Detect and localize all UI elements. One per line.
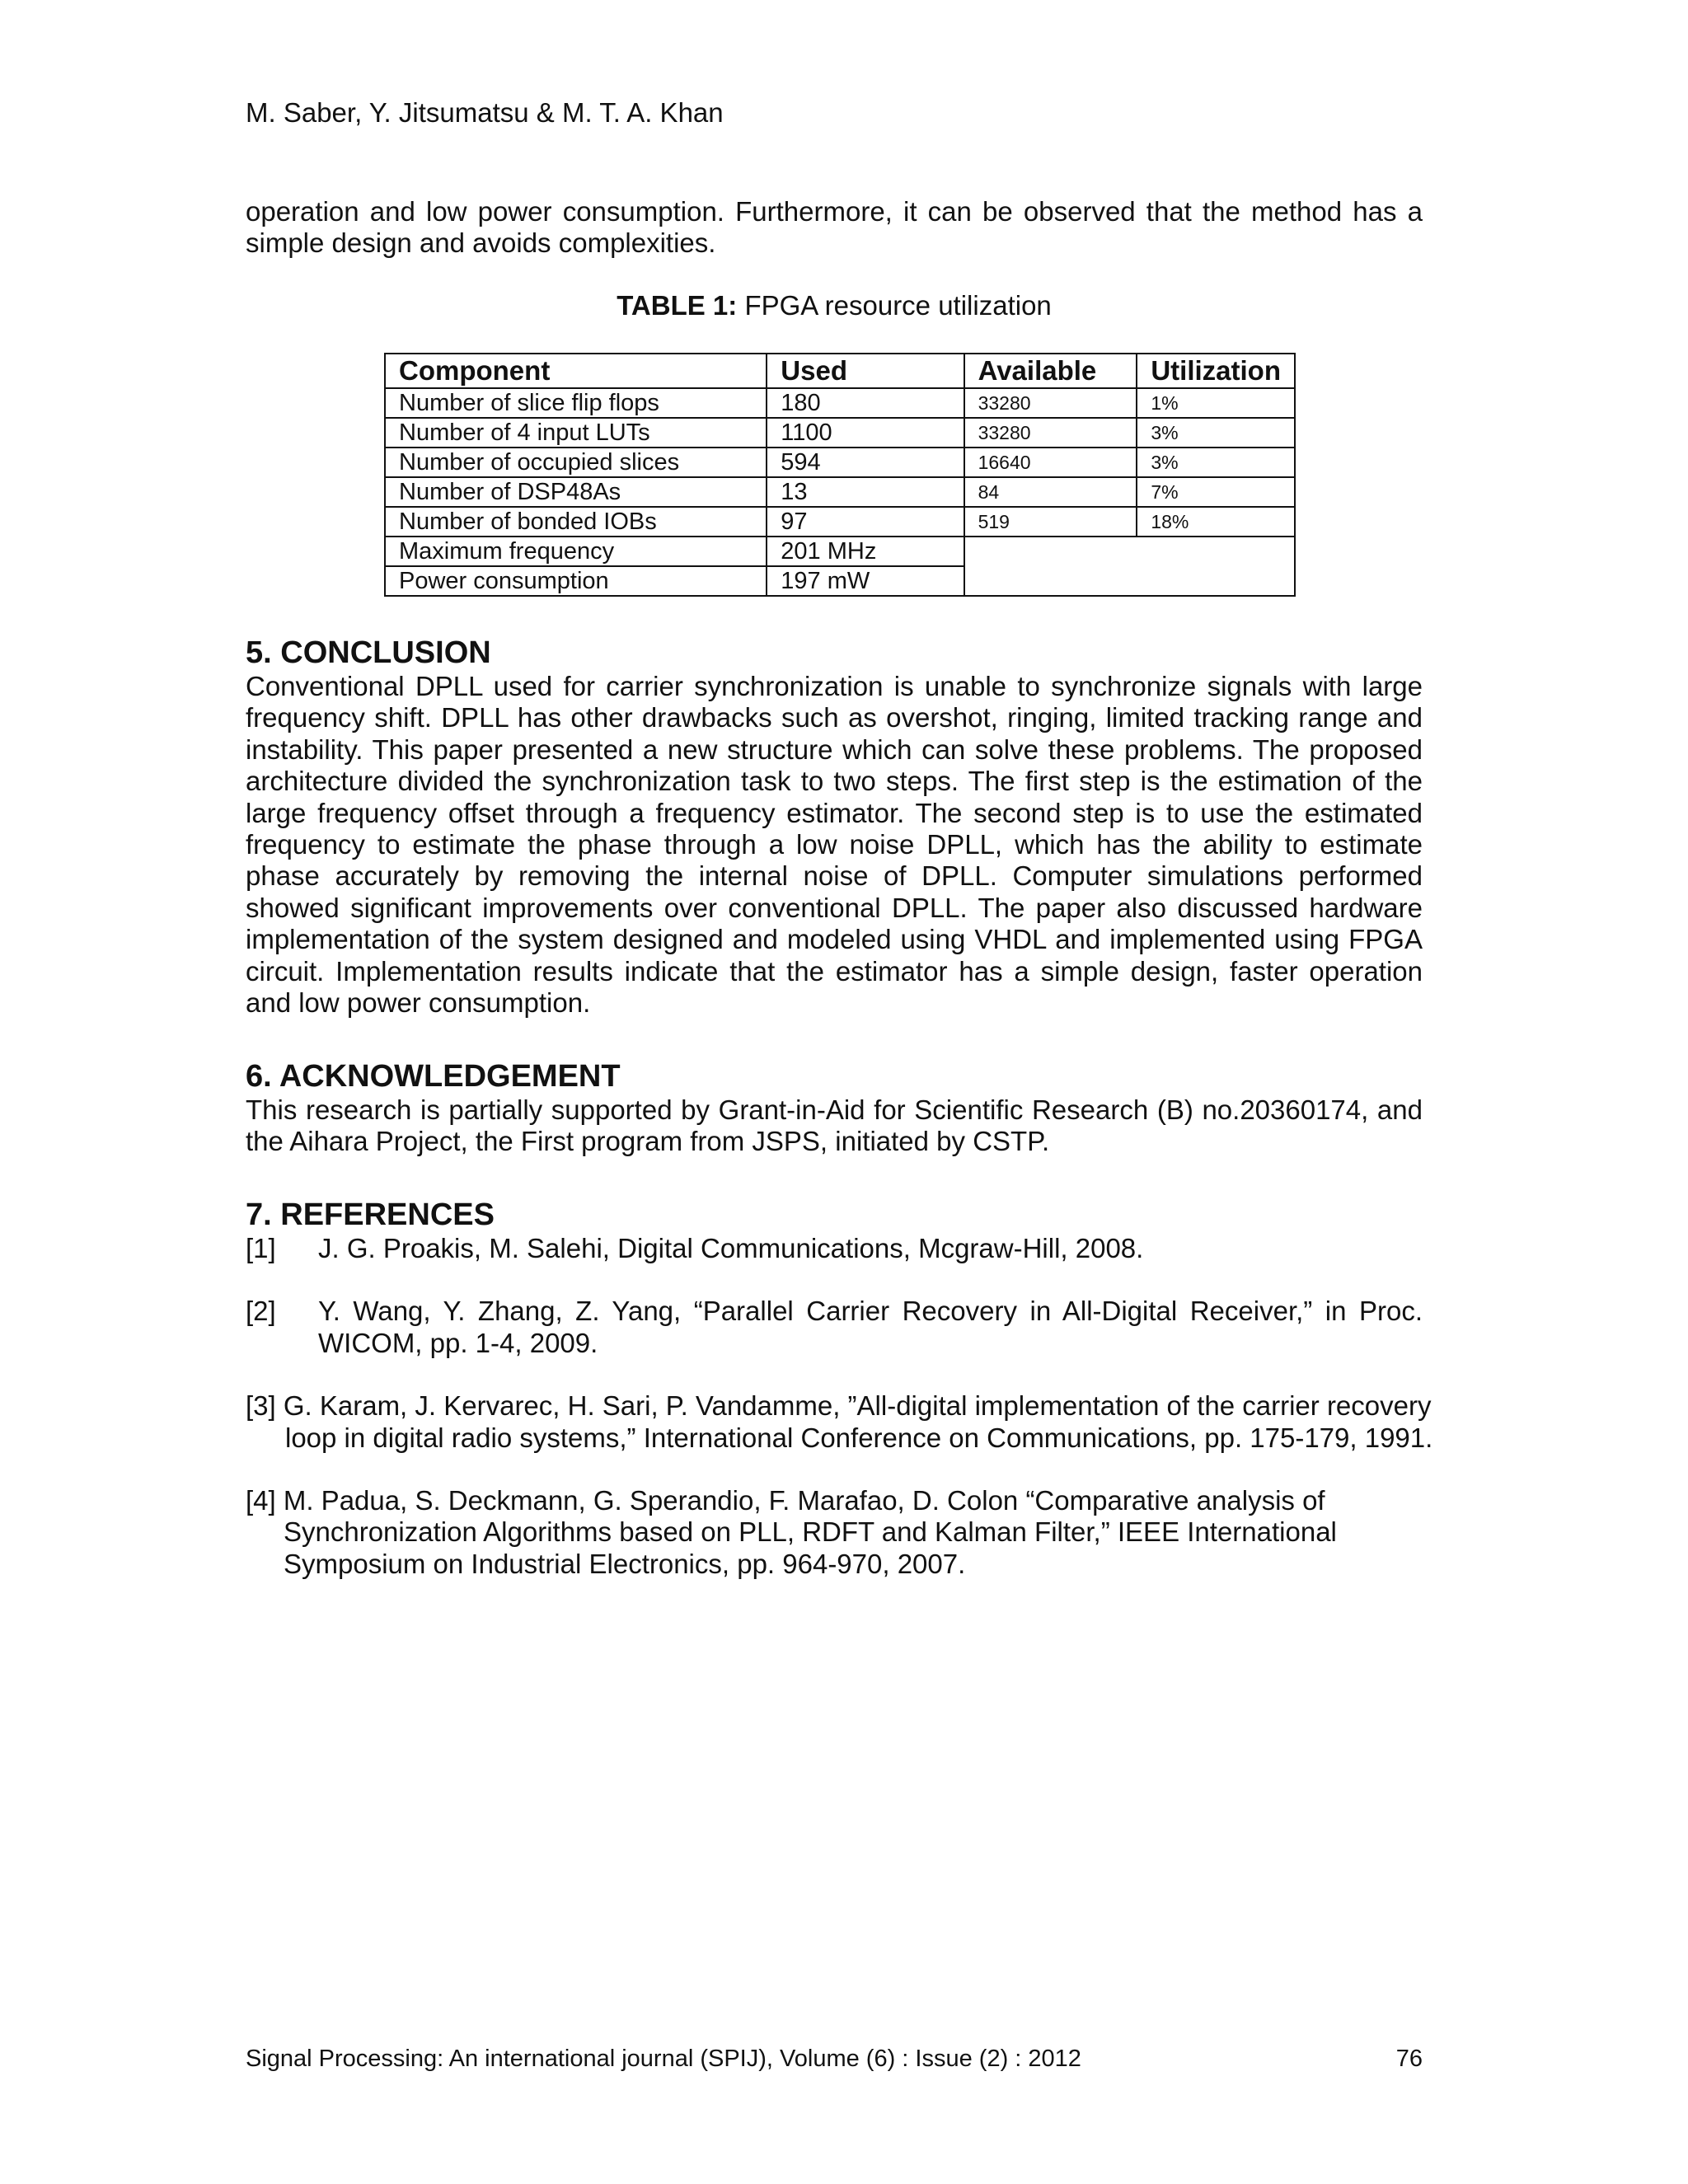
table-cell: Number of slice flip flops [385, 388, 767, 418]
footer-journal: Signal Processing: An international journal (SPIJ), Volume (6) : Issue (2) : 2012 [246, 2046, 1081, 2072]
running-head: M. Saber, Y. Jitsumatsu & M. T. A. Khan [246, 97, 724, 128]
table-caption-text: FPGA resource utilization [737, 290, 1052, 321]
reference-text: Y. Wang, Y. Zhang, Z. Yang, “Parallel Carrier Recovery in All-Digital Receiver,” in Proc. WICOM, pp. 1-4, 2009. [318, 1296, 1423, 1358]
reference-item: [4] M. Padua, S. Deckmann, G. Sperandio, F. Marafao, D. Colon “Comparative analysis of Synchronization Algorithms based on PLL, RDFT and Kalman Filter,” IEEE International Symposium on Industrial Electronics, pp. 964-970, 2007. [246, 1485, 1337, 1579]
section-body: Conventional DPLL used for carrier synchronization is unable to synchronize signals with large frequency shift. DPLL has other drawbacks such as overshot, ringing, limited tracking range and instability. This paper presented a new structure which can solve these problems. The proposed architecture divided the synchronization task to two steps. The first step is the estimation of the large frequency offset through a frequency estimator. The second step is to use the estimated frequency to estimate the phase through a low noise DPLL, which has the ability to estimate phase accurately by removing the internal noise of DPLL. Computer simulations performed showed significant improvements over conventional DPLL. The paper also discussed hardware implementation of the system designed and modeled using VHDL and implemented using FPGA circuit. Implementation results indicate that the estimator has a simple design, faster operation and low power consumption. [246, 671, 1423, 1019]
table-row [385, 388, 1295, 418]
table-cell: Power consumption [385, 566, 767, 596]
page-number: 76 [1395, 2046, 1423, 2072]
table-cell: 1% [1137, 388, 1295, 418]
table-caption-label: TABLE 1: [617, 290, 738, 321]
section-conclusion [246, 635, 1423, 1019]
table-cell: 97 [767, 507, 964, 537]
reference-item: [3] G. Karam, J. Kervarec, H. Sari, P. Vandamme, ”All-digital implementation of the carrier recovery loop in digital radio systems,” International Conference on Communications, pp. 175-179, 1991. [246, 1390, 1433, 1453]
table-cell: 3% [1137, 418, 1295, 448]
table-header-cell: Available [964, 354, 1137, 388]
page-footer [246, 2046, 1423, 2073]
reference-text: J. G. Proakis, M. Salehi, Digital Communications, Mcgraw-Hill, 2008. [318, 1233, 1144, 1263]
section-heading: 6. ACKNOWLEDGEMENT [246, 1059, 621, 1094]
intro-paragraph: operation and low power consumption. Furthermore, it can be observed that the method has a simple design and avoids complexities. [246, 196, 1423, 258]
table-row [385, 418, 1295, 448]
table-cell: 7% [1137, 477, 1295, 507]
section-heading: 5. CONCLUSION [246, 635, 491, 670]
reference-number: [1] [246, 1233, 276, 1263]
table-cell: Number of DSP48As [385, 477, 767, 507]
table-cell: Maximum frequency [385, 537, 767, 566]
reference-number: [2] [246, 1296, 276, 1327]
reference-item [246, 1233, 1423, 1264]
table-row [385, 477, 1295, 507]
section-references [246, 1197, 1433, 1580]
table-cell: 33280 [964, 418, 1137, 448]
table-cell: 3% [1137, 448, 1295, 477]
section-acknowledgement [246, 1058, 1423, 1158]
reference-item [246, 1296, 1423, 1359]
table-cell: 180 [767, 388, 964, 418]
table-cell: 13 [767, 477, 964, 507]
table-cell: Number of 4 input LUTs [385, 418, 767, 448]
table-cell: Number of bonded IOBs [385, 507, 767, 537]
section-body: This research is partially supported by Grant-in-Aid for Scientific Research (B) no.20360174, and the Aihara Project, the First program from JSPS, initiated by CSTP. [246, 1094, 1423, 1157]
table-header-cell: Used [767, 354, 964, 388]
table-cell: 594 [767, 448, 964, 477]
table-row [385, 537, 1295, 566]
table-header-cell: Component [385, 354, 767, 388]
table-row [385, 448, 1295, 477]
table-header-cell: Utilization [1137, 354, 1295, 388]
table-cell: 1100 [767, 418, 964, 448]
table-cell: 197 mW [767, 566, 964, 596]
table-cell: 18% [1137, 507, 1295, 537]
table-cell: Number of occupied slices [385, 448, 767, 477]
table-row [385, 507, 1295, 537]
table-cell: 519 [964, 507, 1137, 537]
table-caption [246, 290, 1423, 321]
fpga-utilization-table [384, 353, 1296, 597]
table-header-row [385, 354, 1295, 388]
table-cell: 201 MHz [767, 537, 964, 566]
table-empty-cell [964, 537, 1295, 596]
table-cell: 33280 [964, 388, 1137, 418]
section-heading: 7. REFERENCES [246, 1197, 495, 1232]
table-cell: 16640 [964, 448, 1137, 477]
table-cell: 84 [964, 477, 1137, 507]
